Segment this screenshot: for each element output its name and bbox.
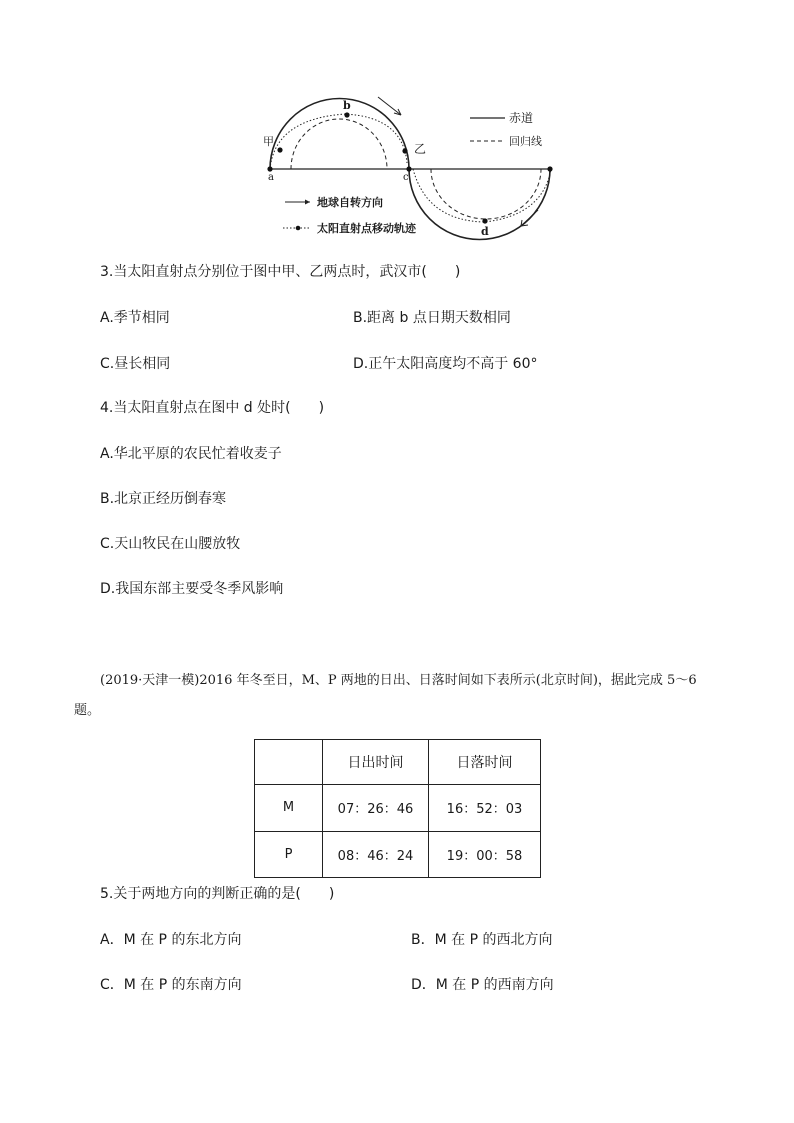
question-5-option-a: A．M 在 P 的东北方向 xyxy=(100,932,242,948)
question-5-option-b: B．M 在 P 的西北方向 xyxy=(411,932,553,948)
question-5-stem: 5.关于两地方向的判断正确的是( ) xyxy=(100,886,335,902)
sun-track-lower xyxy=(413,169,551,222)
legend-rotation-arrowhead xyxy=(305,200,310,205)
intro-line-2: 题。 xyxy=(74,703,101,718)
legend-sun-track-label: 太阳直射点移动轨迹 xyxy=(317,222,416,235)
label-jia: 甲 xyxy=(263,135,274,148)
question-5-option-c: C．M 在 P 的东南方向 xyxy=(100,977,242,993)
legend-tropic-label: 回归线 xyxy=(509,135,542,148)
label-a: a xyxy=(268,172,274,183)
table-cell: P xyxy=(255,831,323,877)
table-header-row xyxy=(255,740,541,785)
sun-track-diagram xyxy=(255,95,565,245)
label-b: b xyxy=(343,99,351,112)
table-cell: 19：00：58 xyxy=(429,831,541,877)
question-4-option-d: D.我国东部主要受冬季风影响 xyxy=(100,581,284,597)
point-c xyxy=(406,166,411,171)
point-d xyxy=(482,218,487,223)
intro-line-1: (2019·天津一模)2016 年冬至日，M、P 两地的日出、日落时间如下表所示(北京时间)，据此完成 5～6 xyxy=(100,673,697,688)
upper-arc xyxy=(270,98,409,169)
table-cell: M xyxy=(255,785,323,831)
tropic-arc-lower xyxy=(431,169,541,219)
label-yi: 乙 xyxy=(414,142,427,156)
tropic-arc-upper xyxy=(291,119,387,169)
question-4-option-a: A.华北平原的农民忙着收麦子 xyxy=(100,446,282,462)
sun-track-upper xyxy=(270,114,407,169)
table-cell: 08：46：24 xyxy=(323,831,429,877)
label-d: d xyxy=(481,225,489,238)
lower-arc xyxy=(409,169,550,240)
sunrise-sunset-table xyxy=(254,739,541,878)
table-cell: 16：52：03 xyxy=(429,785,541,831)
point-b xyxy=(344,112,349,117)
table-header-cell xyxy=(255,740,323,785)
question-5-option-d: D．M 在 P 的西南方向 xyxy=(411,977,554,993)
question-3-option-a: A.季节相同 xyxy=(100,310,170,326)
rotation-arrow-lower xyxy=(521,210,538,226)
point-right xyxy=(547,166,552,171)
question-3-stem: 3.当太阳直射点分别位于图中甲、乙两点时，武汉市( ) xyxy=(100,264,461,280)
legend-equator-label: 赤道 xyxy=(509,111,534,125)
table-row xyxy=(255,831,541,877)
point-a xyxy=(267,166,272,171)
table-cell: 07：26：46 xyxy=(323,785,429,831)
table-header-cell: 日出时间 xyxy=(323,740,429,785)
point-jia xyxy=(277,147,282,152)
label-c: c xyxy=(403,172,409,183)
question-4-option-b: B.北京正经历倒春寒 xyxy=(100,491,227,507)
question-4-option-c: C.天山牧民在山腰放牧 xyxy=(100,536,241,552)
question-3-option-b: B.距离 b 点日期天数相同 xyxy=(353,310,511,326)
question-3-option-c: C.昼长相同 xyxy=(100,356,171,372)
legend-sun-track-dot xyxy=(296,226,301,231)
question-4-stem: 4.当太阳直射点在图中 d 处时( ) xyxy=(100,400,325,416)
legend-rotation-label: 地球自转方向 xyxy=(317,196,383,209)
table-header-cell: 日落时间 xyxy=(429,740,541,785)
question-3-option-d: D.正午太阳高度均不高于 60° xyxy=(353,356,538,372)
point-yi xyxy=(402,148,407,153)
table-row xyxy=(255,785,541,831)
